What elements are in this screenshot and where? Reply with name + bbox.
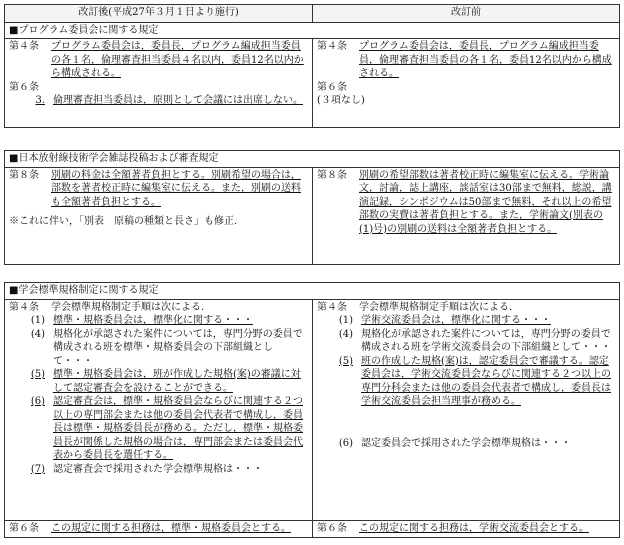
clause-number: (4) <box>30 328 45 340</box>
table-journal-submission <box>4 150 620 265</box>
article-label: 第６条 <box>317 81 347 93</box>
table-row <box>5 300 619 520</box>
clause-text: 倫理審査担当委員は，原則として会議には出席しない。 <box>53 95 303 106</box>
table-header <box>5 5 619 23</box>
section-title: ■プログラム委員会に関する規定 <box>5 23 619 40</box>
table-row <box>5 520 619 538</box>
article-label: 第４条 <box>317 301 347 313</box>
article-label: 第４条 <box>317 41 347 52</box>
article-text: 別刷の希望部数は著者校正時に編集室に伝える。学術論文，討論，誌上講座，談話室は30部まで無料，総説，講演記録，シンポジウムは50部まで無料，それ以上の希望部数の実費は著者負担とする。また，学術論文(別表の(1)号)の別刷の送料は全額著者負担とする。 <box>359 169 612 235</box>
article-text: プログラム委員会は，委員長，プログラム編成担当委員の各１名，倫理審査担当委員４名以内，委員12名以内から構成される。 <box>51 41 304 79</box>
article-entry <box>317 40 615 81</box>
clause-text: 認定委員会で採用された学会標準規格は・・・ <box>361 437 571 449</box>
clause-number: (1) <box>30 315 45 326</box>
table-program-committee <box>4 4 620 128</box>
clause-number: 3. <box>35 95 45 106</box>
clause-entry <box>19 395 308 463</box>
clause-text: 学術交流委員会は，標準化に関する・・・ <box>361 315 551 326</box>
section-title: ■学会標準規格制定に関する規定 <box>5 283 619 300</box>
before-column <box>312 521 619 538</box>
clause-number: (5) <box>338 355 353 367</box>
clause-text: 標準・規格委員会は，班が作成した規格(案)の審議に対して認定審査会を設けることができる。 <box>53 369 301 394</box>
article-text: 学会標準規格制定手順は次による. <box>359 301 513 313</box>
table-row <box>5 168 619 264</box>
article-entry <box>9 169 308 210</box>
clause-entry <box>19 328 308 369</box>
article-text: 学会標準規格制定手順は次による. <box>51 301 205 313</box>
clause-entry <box>327 437 615 451</box>
article-label: 第４条 <box>9 301 39 313</box>
after-column <box>5 39 312 127</box>
article-text: (３項なし) <box>317 95 365 106</box>
header-before: 改訂前 <box>312 5 619 23</box>
clause-text: 規格化が承認された案件については，専門分野の委員で構成される班を標準・規格委員会の下部組織として・・・ <box>53 328 303 367</box>
clause-number: (6) <box>30 396 45 407</box>
article-label: 第８条 <box>317 169 347 181</box>
article-entry <box>9 40 308 81</box>
after-column <box>5 300 312 520</box>
article-entry <box>9 81 308 95</box>
article-entry <box>317 81 615 95</box>
article-label: 第６条 <box>9 81 39 93</box>
section-title: ■日本放射線技術学会雑誌投稿および審査規定 <box>5 151 619 168</box>
clause-number: (4) <box>338 328 353 340</box>
clause-text: 認定審査会は，標準・規格委員会ならびに関連する２つ以上の専門部会または他の委員会代表者で構成し，委員長は標準・規格委員長が務める。ただし，標準・規格委員長が関係した規格の場合は，専門部会または委員会代表から委員長を選任する。 <box>53 396 303 461</box>
table-standard-specs <box>4 282 620 538</box>
article-text: この規定に関する担務は，学術交流委員会とする。 <box>359 522 589 534</box>
table-row <box>5 39 619 127</box>
clause-entry <box>19 368 308 395</box>
clause-entry <box>19 314 308 328</box>
clause-text: 班の作成した規格(案)は，認定委員会で審議する。認定委員会は，学術交流委員会ならびに関連する２つ以上の専門分科会または他の委員会代表者で構成し，委員長は学術交流委員会担当理事が務める。 <box>361 355 611 407</box>
clause-entry <box>19 463 308 477</box>
article-text: この規定に関する担務は，標準・規格委員会とする。 <box>51 522 291 534</box>
article-label: 第６条 <box>9 522 39 534</box>
article-label: 第８条 <box>9 169 39 181</box>
clause-entry <box>327 355 615 409</box>
clause-number: (5) <box>30 369 45 380</box>
revision-note: ※これに伴い，「別表 原稿の種類と長さ」も修正. <box>9 216 238 227</box>
clause-text: 認定審査会で採用された学会標準規格は・・・ <box>53 463 263 475</box>
article-entry <box>9 522 308 536</box>
article-entry <box>317 169 615 237</box>
article-entry <box>317 301 615 315</box>
clause-text: 規格化が承認された案件については，専門分野の委員で構成される班を学術交流委員会の下部組織として・・・ <box>361 328 611 353</box>
before-column <box>312 39 619 127</box>
header-after: 改訂後(平成27年３月１日より施行) <box>5 5 312 23</box>
article-entry <box>9 301 308 315</box>
clause-entry <box>327 314 615 328</box>
article-label: 第６条 <box>317 522 347 534</box>
clause-number: (1) <box>338 315 353 326</box>
before-column <box>312 300 619 520</box>
article-entry <box>317 522 615 536</box>
article-label: 第４条 <box>9 41 39 52</box>
clause-entry <box>327 328 615 355</box>
article-text: プログラム委員会は，委員長，プログラム編成担当委員，倫理審査担当委員の各１名，委員12名以内から構成される。 <box>359 41 612 79</box>
after-column <box>5 168 312 264</box>
clause-text: 標準・規格委員会は，標準化に関する・・・ <box>53 315 253 326</box>
article-text: 別刷の料金は全額著者負担とする。別刷希望の場合は，部数を著者校正時に編集室に伝える。また，別刷の送料も全額著者負担とする。 <box>51 169 301 208</box>
after-column <box>5 521 312 538</box>
clause-number: (7) <box>30 463 45 475</box>
before-column <box>312 168 619 264</box>
clause-number: (6) <box>338 437 353 449</box>
clause-entry <box>19 94 308 108</box>
